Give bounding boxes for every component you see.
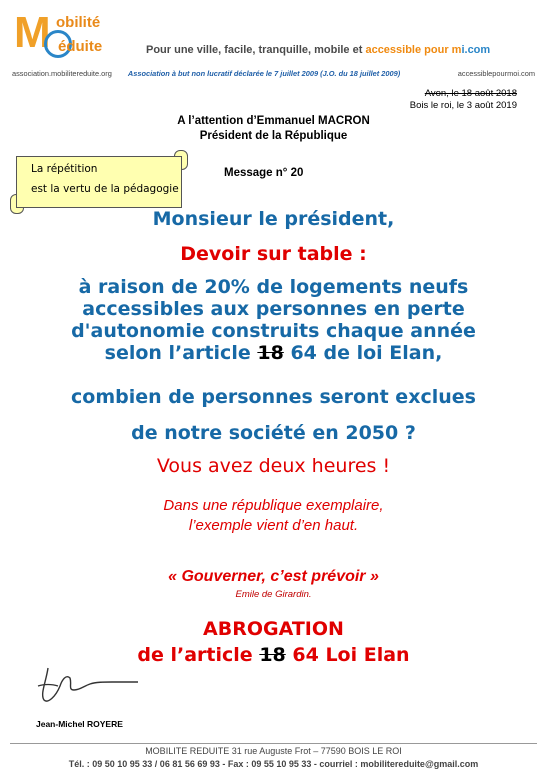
scroll-text-line2: est la vertu de la pédagogie	[31, 183, 179, 195]
article-suffix: 64 de loi Elan,	[290, 342, 443, 364]
italic-quote-line: l’exemple vient d’en haut.	[188, 517, 359, 534]
question-line: de notre société en 2050 ?	[131, 422, 416, 444]
recipient-block	[0, 114, 547, 144]
closing-prefix: de l’article	[137, 644, 253, 666]
tagline-plain: Pour une ville, facile, tranquille, mobile et	[146, 44, 363, 56]
question-line: à raison de 20% de logements neufs	[78, 276, 469, 298]
assignment-title: Devoir sur table :	[180, 243, 367, 265]
time-limit: Vous avez deux heures !	[156, 455, 391, 477]
date: Bois le roi, le 3 août 2019	[409, 100, 517, 111]
signature-image	[34, 660, 144, 710]
question-paragraph	[0, 276, 547, 364]
second-website-link[interactable]: accessiblepourmoi.com	[457, 69, 535, 78]
website-link[interactable]: association.mobilitereduite.org	[12, 69, 112, 78]
question-line: accessibles aux personnes en perte	[82, 298, 465, 320]
subheader	[12, 69, 535, 78]
logo	[14, 8, 144, 66]
question-line-article	[0, 342, 547, 364]
question-line: d'autonomie construits chaque année	[71, 320, 476, 342]
closing-old-number: 18	[259, 644, 286, 666]
recipient-line: A l’attention d’Emmanuel MACRON	[177, 115, 370, 127]
question-line: combien de personnes seront exclues	[71, 386, 476, 408]
scroll-text-line1: La répétition	[31, 163, 98, 175]
association-notice: Association à but non lucratif déclarée le 7 juillet 2009 (J.O. du 18 juillet 2009)	[127, 69, 401, 78]
article-prefix: selon l’article	[104, 342, 251, 364]
tagline	[146, 44, 490, 56]
tagline-accent: accessible pour m	[365, 44, 462, 56]
closing-title: ABROGATION	[203, 618, 344, 640]
signatory-name: Jean-Michel ROYERE	[36, 719, 123, 729]
footer-address: MOBILITE REDUITE 31 rue Auguste Frot – 77590 BOIS LE ROI	[145, 746, 402, 756]
scroll-banner	[8, 150, 190, 214]
logo-word-mobilite: obilité	[56, 14, 101, 31]
salutation: Monsieur le président,	[152, 208, 395, 230]
quote: « Gouverner, c’est prévoir »	[168, 568, 379, 585]
italic-quote-line: Dans une république exemplaire,	[163, 497, 384, 514]
tagline-domain: i.com	[461, 44, 491, 56]
quote-author: Emile de Girardin.	[235, 589, 312, 600]
logo-letter-m: M	[14, 8, 51, 57]
scroll-body	[16, 156, 182, 208]
footer-divider	[10, 743, 537, 744]
message-number: Message n° 20	[224, 167, 304, 179]
recipient-title: Président de la République	[199, 130, 348, 142]
old-date: Avon, le 18 août 2018	[424, 88, 517, 99]
footer-contact: Tél. : 09 50 10 95 33 / 06 81 56 69 93 - Fax : 09 55 10 95 33 - courriel : mobilitereduite@gmail.com	[68, 759, 479, 769]
logo-word-reduite: éduite	[58, 38, 103, 55]
article-old-number: 18	[257, 342, 284, 364]
closing-suffix: 64 Loi Elan	[292, 644, 410, 666]
